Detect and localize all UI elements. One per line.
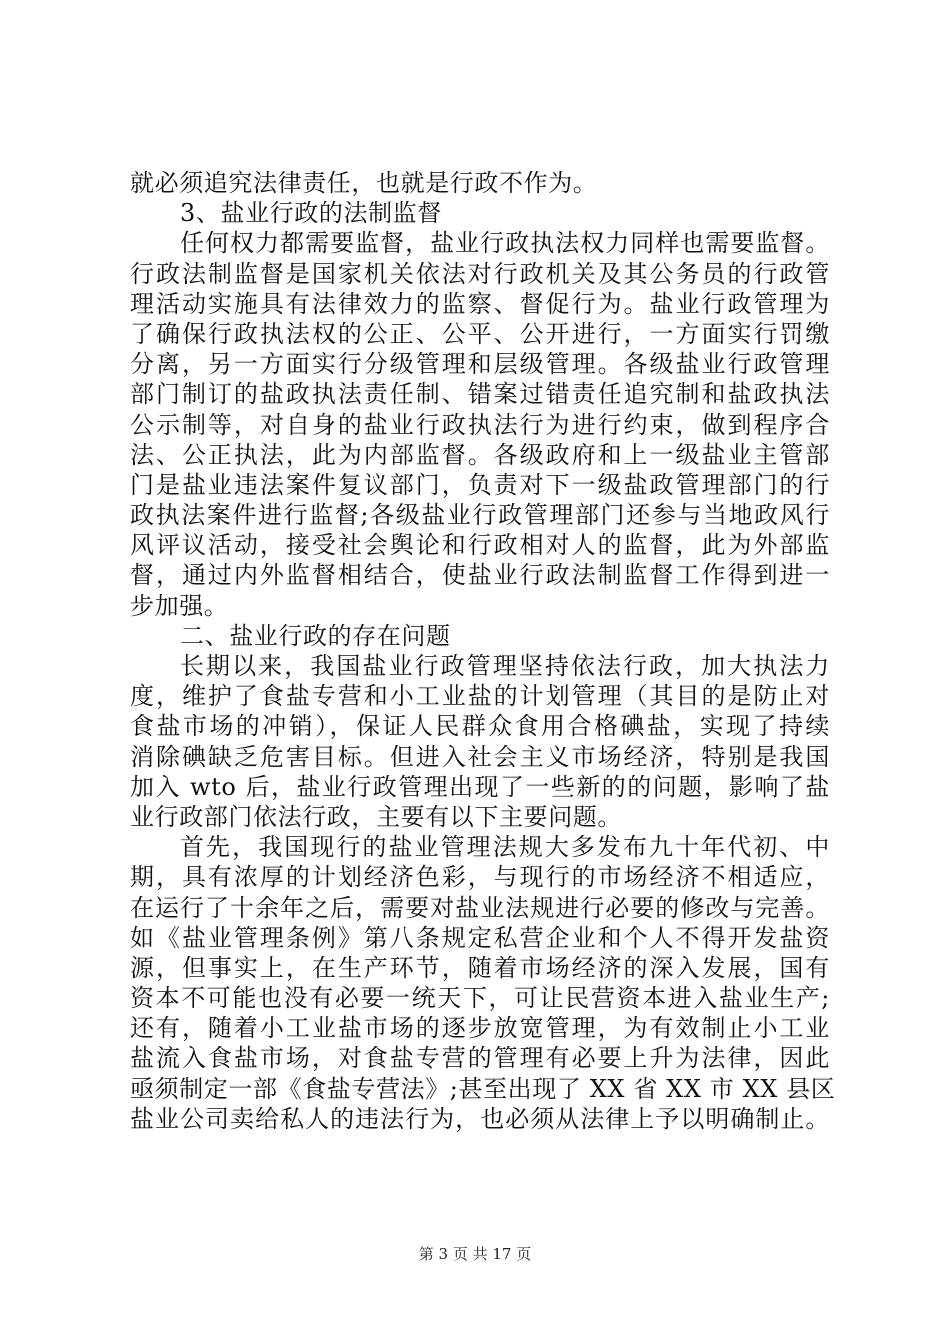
- paragraph-line: 就必须追究法律责任，也就是行政不作为。: [130, 169, 598, 197]
- section-heading: 3、盐业行政的法制监督: [180, 199, 442, 228]
- paragraph-line: 度，维护了食盐专营和小工业盐的计划管理（其目的是防止对: [130, 682, 830, 711]
- paragraph-line: 业行政部门依法行政，主要有以下主要问题。: [130, 802, 622, 831]
- paragraph-line: 分离，另一方面实行分级管理和层级管理。各级盐业行政管理: [130, 350, 830, 379]
- document-body: [130, 168, 836, 1134]
- section-heading: 二、盐业行政的存在问题: [180, 621, 451, 650]
- paragraph-line: 还有，随着小工业盐市场的逐步放宽管理，为有效制止小工业: [130, 1014, 830, 1043]
- paragraph-line: 消除碘缺乏危害目标。但进入社会主义市场经济，特别是我国: [130, 742, 830, 771]
- paragraph-line: 门是盐业违法案件复议部门，负责对下一级盐政管理部门的行: [130, 470, 830, 499]
- paragraph-line: 法、公正执法，此为内部监督。各级政府和上一级盐业主管部: [130, 440, 830, 469]
- paragraph-line: 盐流入食盐市场，对食盐专营的管理有必要上升为法律，因此: [130, 1044, 830, 1073]
- paragraph-line: 政执法案件进行监督;各级盐业行政管理部门还参与当地政风行: [130, 501, 830, 530]
- paragraph-line: 公示制等，对自身的盐业行政执法行为进行约束，做到程序合: [130, 410, 830, 439]
- paragraph-line: 督，通过内外监督相结合，使盐业行政法制监督工作得到进一: [130, 561, 830, 590]
- paragraph-line: 步加强。: [130, 591, 229, 620]
- paragraph-line: 风评议活动，接受社会舆论和行政相对人的监督，此为外部监: [130, 531, 830, 560]
- paragraph-line: 如《盐业管理条例》第八条规定私营企业和个人不得开发盐资: [130, 923, 830, 952]
- paragraph-line: 期，具有浓厚的计划经济色彩，与现行的市场经济不相适应，: [130, 863, 830, 892]
- paragraph-line: 资本不可能也没有必要一统天下，可让民营资本进入盐业生产;: [130, 984, 830, 1013]
- paragraph-line: 在运行了十余年之后，需要对盐业法规进行必要的修改与完善。: [130, 893, 830, 922]
- paragraph-line: 长期以来，我国盐业行政管理坚持依法行政，加大执法力: [180, 652, 830, 680]
- paragraph-line: 了确保行政执法权的公正、公平、公开进行，一方面实行罚缴: [130, 319, 830, 348]
- paragraph-line: 理活动实施具有法律效力的监察、督促行为。盐业行政管理为: [130, 289, 830, 318]
- paragraph-line: 部门制订的盐政执法责任制、错案过错责任追究制和盐政执法: [130, 380, 830, 409]
- paragraph-line: 首先，我国现行的盐业管理法规大多发布九十年代初、中: [180, 833, 830, 862]
- paragraph-line: 行政法制监督是国家机关依法对行政机关及其公务员的行政管: [130, 259, 830, 288]
- paragraph-line: 食盐市场的冲销），保证人民群众食用合格碘盐，实现了持续: [130, 712, 830, 741]
- page-number-footer: 第 3 页 共 17 页: [418, 1245, 532, 1263]
- paragraph-line: 源，但事实上，在生产环节，随着市场经济的深入发展，国有: [130, 953, 830, 982]
- paragraph-line: 亟须制定一部《食盐专营法》;甚至出现了 XX 省 XX 市 XX 县区: [130, 1074, 836, 1103]
- paragraph-line: 盐业公司卖给私人的违法行为，也必须从法律上予以明确制止。: [130, 1104, 830, 1133]
- paragraph-line: 任何权力都需要监督，盐业行政执法权力同样也需要监督。: [180, 229, 830, 258]
- paragraph-line: 加入 wto 后，盐业行政管理出现了一些新的的问题，影响了盐: [130, 772, 830, 801]
